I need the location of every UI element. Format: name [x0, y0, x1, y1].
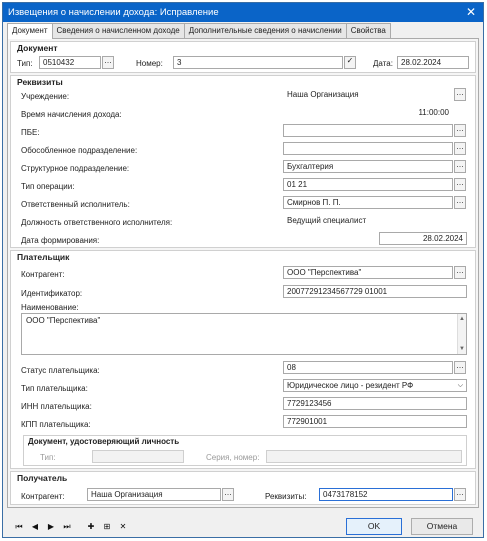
position-field[interactable]: Ведущий специалист — [287, 216, 367, 225]
recipient-contractor-select-button[interactable]: … — [222, 488, 234, 501]
form-date-field[interactable]: 28.02.2024 — [379, 232, 467, 245]
identity-series-field[interactable] — [266, 450, 462, 463]
inn-field[interactable]: 7729123456 — [283, 397, 467, 410]
add-copy-icon[interactable]: ⊞ — [103, 522, 111, 531]
number-label: Номер: — [136, 59, 163, 68]
recipient-requisites-label: Реквизиты: — [265, 492, 307, 501]
pbe-select-button[interactable]: … — [454, 124, 466, 137]
accrual-time-label: Время начисления дохода: — [21, 110, 122, 119]
tab-properties[interactable]: Свойства — [346, 23, 391, 38]
tab-bar — [7, 23, 390, 38]
requisites-group — [10, 75, 476, 248]
identifier-label: Идентификатор: — [21, 289, 83, 298]
position-label: Должность ответственного исполнителя: — [21, 218, 173, 227]
separate-unit-select-button[interactable]: … — [454, 142, 466, 155]
title-bar — [3, 3, 483, 22]
responsible-label: Ответственный исполнитель: — [21, 200, 130, 209]
responsible-select-button[interactable]: … — [454, 196, 466, 209]
close-icon[interactable]: ✕ — [465, 5, 477, 19]
scroll-up-icon[interactable]: ▲ — [459, 316, 465, 322]
next-record-icon[interactable]: ▶ — [47, 522, 55, 531]
prev-record-icon[interactable]: ◀ — [31, 522, 39, 531]
payer-name-text: ООО "Перспектива" — [26, 316, 101, 325]
tab-document[interactable]: Документ — [7, 23, 53, 39]
payer-status-label: Статус плательщика: — [21, 366, 100, 375]
operation-type-label: Тип операции: — [21, 182, 75, 191]
separate-unit-field[interactable] — [283, 142, 453, 155]
recipient-contractor-field[interactable]: Наша Организация — [87, 488, 221, 501]
document-group — [10, 41, 476, 73]
structural-unit-field[interactable]: Бухгалтерия — [283, 160, 453, 173]
type-select-button[interactable]: … — [102, 56, 114, 69]
pbe-field[interactable] — [283, 124, 453, 137]
payer-contractor-select-button[interactable]: … — [454, 266, 466, 279]
payer-status-select-button[interactable]: … — [454, 361, 466, 374]
structural-unit-select-button[interactable]: … — [454, 160, 466, 173]
institution-select-button[interactable]: … — [454, 88, 466, 101]
inn-label: ИНН плательщика: — [21, 402, 92, 411]
payer-type-label: Тип плательщика: — [21, 384, 88, 393]
dialog-window — [2, 2, 484, 538]
form-date-label: Дата формирования: — [21, 236, 100, 245]
kpp-label: КПП плательщика: — [21, 420, 91, 429]
responsible-field[interactable]: Смирнов П. П. — [283, 196, 453, 209]
accrual-time-field[interactable]: 11:00:00 — [418, 108, 449, 117]
type-label: Тип: — [17, 59, 33, 68]
structural-unit-label: Структурное подразделение: — [21, 164, 130, 173]
operation-type-field[interactable]: 01 21 — [283, 178, 453, 191]
payer-name-label: Наименование: — [21, 303, 79, 312]
payer-type-select[interactable] — [283, 379, 467, 392]
payer-name-scrollbar[interactable] — [457, 314, 466, 354]
payer-status-field[interactable]: 08 — [283, 361, 453, 374]
tab-accrued-income[interactable]: Сведения о начисленном доходе — [52, 23, 185, 38]
cancel-button[interactable]: Отмена — [411, 518, 473, 535]
payer-group — [10, 250, 476, 469]
last-record-icon[interactable]: ⏭ — [63, 522, 71, 531]
kpp-field[interactable]: 772901001 — [283, 415, 467, 428]
identity-type-field[interactable] — [92, 450, 184, 463]
institution-field[interactable]: Наша Организация — [287, 90, 359, 99]
ok-button[interactable]: OK — [346, 518, 402, 535]
payer-contractor-field[interactable]: ООО "Перспектива" — [283, 266, 453, 279]
institution-label: Учреждение: — [21, 92, 70, 101]
add-icon[interactable]: ✚ — [87, 522, 95, 531]
identity-document-title: Документ, удостоверяющий личность — [28, 437, 180, 446]
document-group-title: Документ — [17, 43, 58, 53]
first-record-icon[interactable]: ⏮ — [15, 522, 23, 531]
recipient-group-title: Получатель — [17, 473, 68, 483]
pbe-label: ПБЕ: — [21, 128, 40, 137]
requisites-group-title: Реквизиты — [17, 77, 63, 87]
separate-unit-label: Обособленное подразделение: — [21, 146, 138, 155]
payer-group-title: Плательщик — [17, 252, 70, 262]
identity-document-group — [23, 435, 467, 466]
number-check-icon[interactable]: ✓ — [344, 56, 356, 69]
payer-name-textarea[interactable] — [21, 313, 467, 355]
chevron-down-icon[interactable]: ⌵ — [457, 382, 463, 389]
operation-type-select-button[interactable]: … — [454, 178, 466, 191]
window-title: Извещения о начислении дохода: Исправление — [8, 7, 219, 18]
document-panel — [7, 38, 479, 508]
recipient-group — [10, 471, 476, 505]
payer-contractor-label: Контрагент: — [21, 270, 65, 279]
scroll-down-icon[interactable]: ▼ — [459, 346, 465, 352]
tab-additional-info[interactable]: Дополнительные сведения о начислении — [184, 23, 347, 38]
type-field[interactable]: 0510432 — [39, 56, 101, 69]
identity-type-label: Тип: — [40, 453, 56, 462]
identifier-field[interactable]: 20077291234567729 01001 — [283, 285, 467, 298]
delete-icon[interactable]: ✕ — [119, 522, 127, 531]
identity-series-label: Серия, номер: — [206, 453, 260, 462]
recipient-contractor-label: Контрагент: — [21, 492, 65, 501]
payer-type-value: Юридическое лицо - резидент РФ — [287, 381, 414, 390]
date-label: Дата: — [373, 59, 393, 68]
number-field[interactable]: 3 — [173, 56, 343, 69]
date-field[interactable]: 28.02.2024 — [397, 56, 469, 69]
recipient-requisites-select-button[interactable]: … — [454, 488, 466, 501]
recipient-requisites-field[interactable]: 0473178152 — [319, 488, 453, 501]
